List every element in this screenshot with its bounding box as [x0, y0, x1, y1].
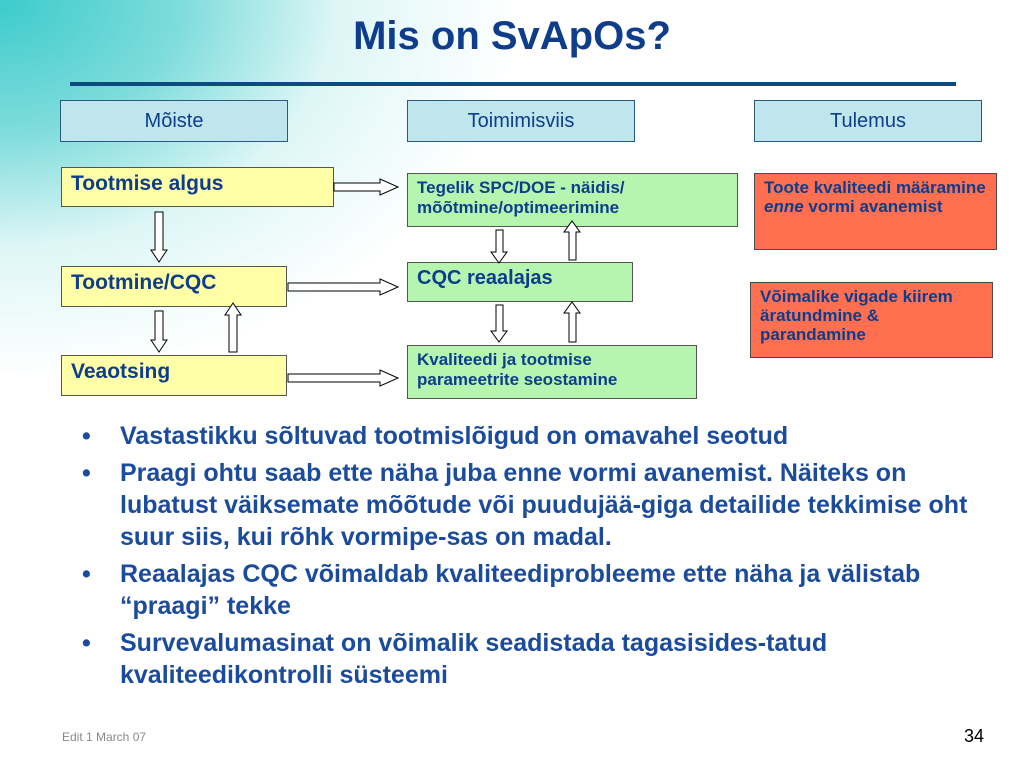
- header-tulemus: Tulemus: [754, 100, 982, 142]
- bullet-dot: •: [82, 560, 91, 588]
- arrow-right-2: [288, 279, 398, 295]
- arrow-up-mid-1: [564, 221, 580, 260]
- box-cqc-reaalajas: CQC reaalajas: [407, 262, 633, 302]
- bullet-dot: •: [82, 422, 91, 450]
- bullet-item: [74, 457, 984, 553]
- bullet-dot: •: [82, 629, 91, 657]
- arrow-right-3: [288, 370, 398, 386]
- header-moiste: Mõiste: [60, 100, 288, 142]
- arrow-down-mid-1: [491, 230, 507, 263]
- bullet-text: Reaalajas CQC võimaldab kvaliteediprobleeme ette näha ja välistab “praagi” tekke: [120, 560, 921, 620]
- arrow-down-left-1: [151, 212, 167, 262]
- box-voimalike-vigade: Võimalike vigade kiirem äratundmine & parandamine: [750, 282, 993, 358]
- bullet-dot: •: [82, 459, 91, 487]
- arrow-up-left: [225, 303, 241, 352]
- bullet-item: [74, 627, 984, 691]
- arrow-down-mid-2: [491, 305, 507, 342]
- bullet-list: [74, 420, 984, 696]
- result-text-before: Toote kvaliteedi määramine: [764, 178, 986, 197]
- box-tootmise-algus: Tootmise algus: [61, 167, 334, 207]
- bullet-text: Praagi ohtu saab ette näha juba enne vormi avanemist. Näiteks on lubatust väiksemate mõõtude või puudujää-giga detailide tekkimise oht suur siis, kui rõhk vormipe-sas on madal.: [120, 459, 968, 551]
- header-toimimisviis: Toimimisviis: [407, 100, 635, 142]
- page-number: 34: [964, 726, 985, 746]
- result-text-after: vormi avanemist: [808, 197, 943, 216]
- box-veaotsing: Veaotsing: [61, 355, 287, 396]
- arrow-right-1: [334, 179, 398, 195]
- bullet-text: Survevalumasinat on võimalik seadistada tagasisides-tatud kvaliteedikontrolli süsteemi: [120, 629, 828, 689]
- box-kvaliteedi-seostamine: Kvaliteedi ja tootmise parameetrite seostamine: [407, 345, 697, 399]
- result-text-italic: enne: [764, 197, 804, 216]
- bullet-text: Vastastikku sõltuvad tootmislõigud on omavahel seotud: [120, 422, 789, 450]
- footer-edit-note: Edit 1 March 07: [62, 730, 147, 744]
- box-tegelik-spc-doe: Tegelik SPC/DOE - näidis/ mõõtmine/optimeerimine: [407, 173, 738, 227]
- box-tootmine-cqc: Tootmine/CQC: [61, 266, 287, 307]
- slide-title: Mis on SvApOs?: [353, 14, 671, 58]
- bullet-item: [74, 420, 984, 452]
- bullet-item: [74, 558, 984, 622]
- arrow-down-left-2: [151, 311, 167, 352]
- arrow-up-mid-2: [564, 302, 580, 342]
